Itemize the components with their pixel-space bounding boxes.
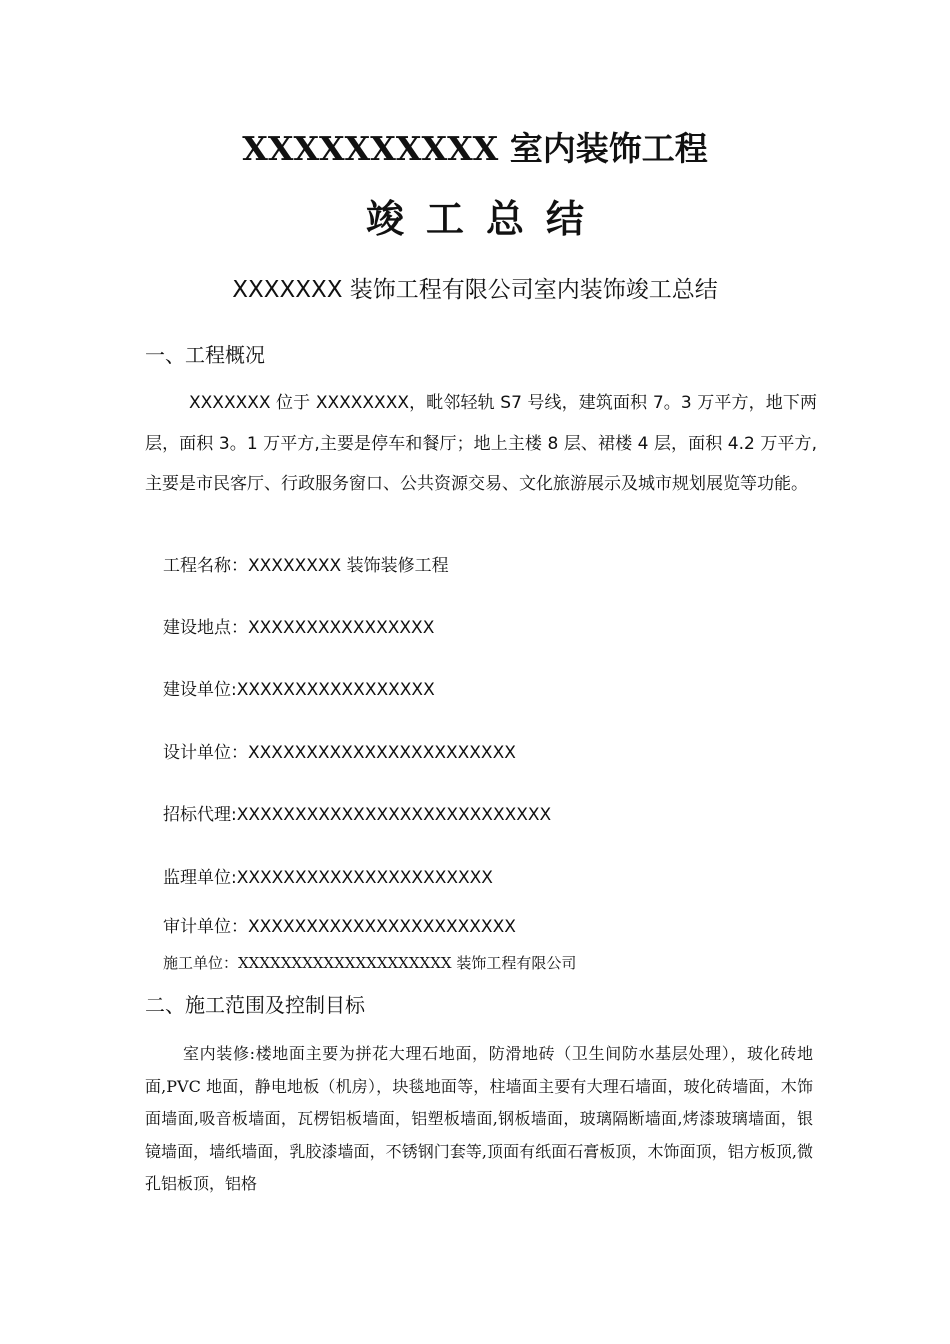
document-subtitle-main: 竣工总结 xyxy=(365,197,606,241)
info-tender-agent: 招标代理:XXXXXXXXXXXXXXXXXXXXXXXXXXX xyxy=(163,805,552,825)
info-project-name: 工程名称：XXXXXXXX 装饰装修工程 xyxy=(163,556,449,576)
section1-heading: 一、工程概况 xyxy=(145,343,265,367)
info-contractor: 施工单位：XXXXXXXXXXXXXXXXXXXX 装饰工程有限公司 xyxy=(163,954,577,972)
info-supervisor: 监理单位:XXXXXXXXXXXXXXXXXXXXXX xyxy=(163,868,493,888)
info-owner: 建设单位:XXXXXXXXXXXXXXXXX xyxy=(163,680,435,700)
info-auditor: 审计单位：XXXXXXXXXXXXXXXXXXXXXXX xyxy=(163,917,516,937)
section1-paragraph: XXXXXXX 位于 XXXXXXXX，毗邻轻轨 S7 号线，建筑面积 7。3 万平方，地下两层，面积 3。1 万平方,主要是停车和餐厅；地上主楼 8 层、裙楼 4 层，面积 4.2 万平方,主要是市民客厅、行政服务窗口、公共资源交易、文化旅游展示及城市规划展览等功能。 xyxy=(145,393,817,494)
document-title: XXXXXXXXXX 室内装饰工程 xyxy=(242,129,708,168)
section2-heading: 二、施工范围及控制目标 xyxy=(145,993,365,1017)
info-site: 建设地点：XXXXXXXXXXXXXXXX xyxy=(163,618,435,638)
document-subtitle: XXXXXXX 装饰工程有限公司室内装饰竣工总结 xyxy=(232,277,718,303)
info-designer: 设计单位：XXXXXXXXXXXXXXXXXXXXXXX xyxy=(163,743,516,763)
section2-paragraph: 室内装修:楼地面主要为拼花大理石地面，防滑地砖（卫生间防水基层处理），玻化砖地面,PVC 地面，静电地板（机房），块毯地面等，柱墙面主要有大理石墙面，玻化砖墙面，木饰面墙面,吸音板墙面，瓦楞铝板墙面，铝塑板墙面,钢板墙面，玻璃隔断墙面,烤漆玻璃墙面，银镜墙面，墙纸墙面，乳胶漆墙面，不锈钢门套等,顶面有纸面石膏板顶，木饰面顶，铝方板顶,微孔铝板顶，铝格 xyxy=(145,1044,813,1193)
